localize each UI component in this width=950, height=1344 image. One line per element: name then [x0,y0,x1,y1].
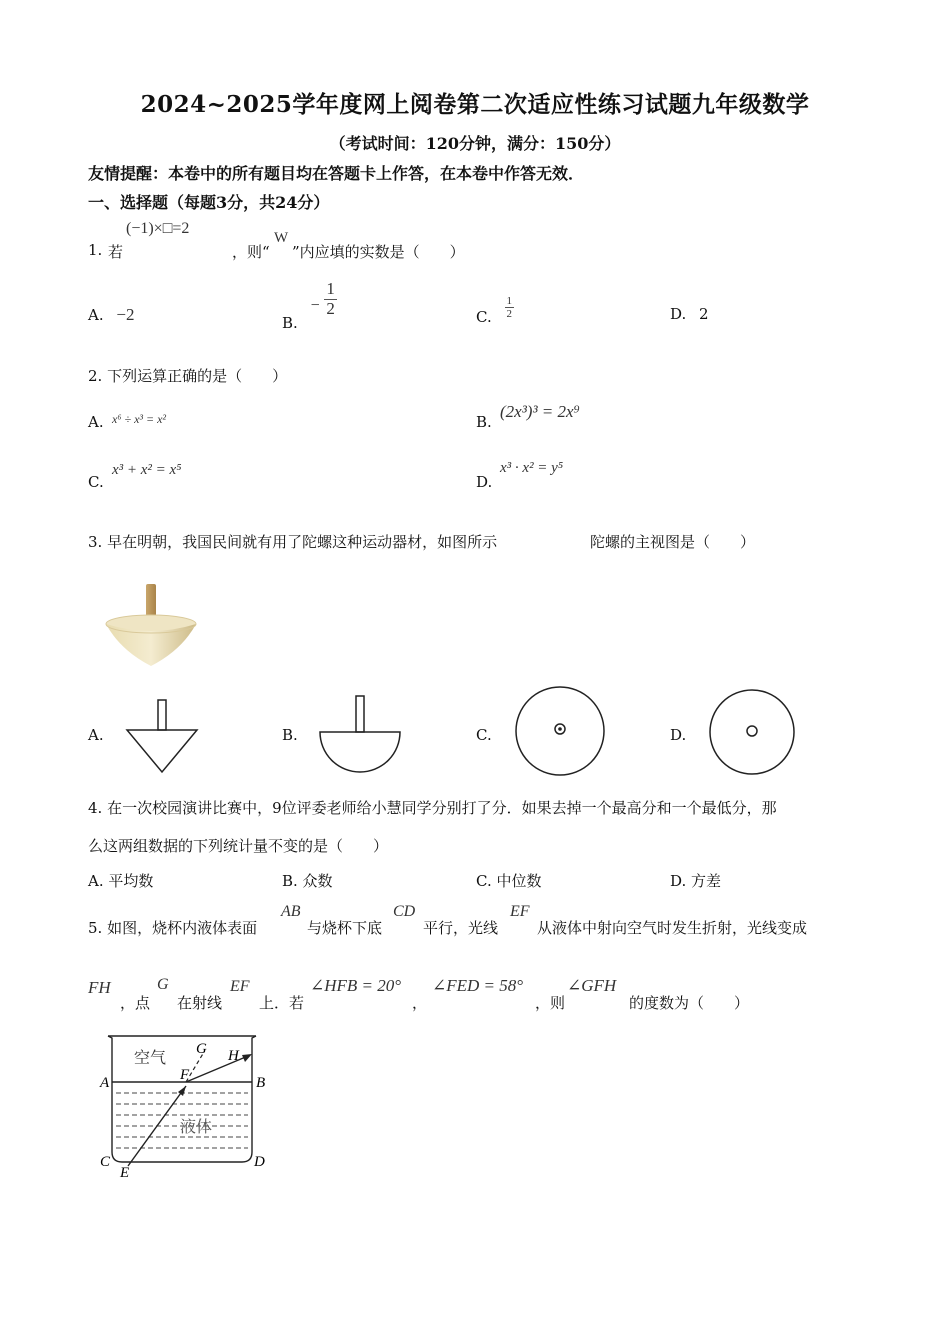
reminder: 友情提醒：本卷中的所有题目均在答题卡上作答，在本卷中作答无效． [88,164,585,183]
q3-option-a-figure [122,698,202,776]
q4-line-2: 么这两组数据的下列统计量不变的是（ ） [88,837,389,855]
q2-option-d-label: D. [476,473,493,491]
q5-text-6: 在射线 [177,994,223,1012]
option-fraction [324,280,337,318]
q4-option-a: A. 平均数 [88,872,154,890]
q5-segment-cd: CD [393,903,416,920]
fraction-denominator: 2 [326,298,335,318]
q5-angle-fed: ∠FED = 58° [432,976,524,995]
q5-comma: ， [412,994,428,1012]
label-air: 空气 [134,1050,167,1067]
exam-subtitle: （考试时间：120分钟，满分：150分） [329,134,621,153]
q2-option-b-expr: (2x³)³ = 2x⁹ [500,402,580,421]
q1-post: ”内应填的实数是（ ） [292,243,465,261]
q2-option-a-label: A. [88,413,104,431]
q1-symbol: W [274,230,289,246]
spinning-top-photo [100,580,210,670]
q2-option-c-label: C. [88,473,104,491]
q2-option-b-label: B. [476,413,492,431]
q5-text-3: 平行，光线 [423,919,499,937]
q5-ray-ef-2: EF [230,978,250,995]
q3-option-b-label: B. [282,726,298,744]
q5-text-2: 与烧杯下底 [307,919,383,937]
q5-angle-hfb: ∠HFB = 20° [310,976,402,995]
q5-text-1: 5. 如图，烧杯内液体表面 [88,919,258,937]
q4-line-1: 4. 在一次校园演讲比赛中，9位评委老师给小慧同学分别打了分．如果去掉一个最高分和一个最低分，那 [88,799,777,817]
label-point-c: C [100,1154,111,1170]
label-point-g: G [196,1041,207,1057]
q5-text-9: 的度数为（ ） [629,994,750,1012]
label-point-h: H [228,1048,239,1064]
q1-number: 1. [88,241,103,259]
q3-stem-b: 陀螺的主视图是（ ） [590,533,756,551]
q5-text-7: 上．若 [259,994,305,1012]
q3-stem-a: 3. 早在明朝，我国民间就有用了陀螺这种运动器材，如图所示 [88,533,498,551]
option-value: −2 [116,305,135,324]
option-label: D. [670,305,687,323]
fraction-denominator: 2 [506,308,512,321]
q3-option-c-label: C. [476,726,492,744]
fraction-numerator: 1 [506,295,512,307]
q4-option-d: D. 方差 [670,872,722,890]
option-label: A. [88,306,104,324]
q1-option-c [476,295,514,326]
label-point-d: D [254,1154,265,1170]
option-value: 2 [699,305,709,323]
q1-expression: (−1)×□=2 [126,220,190,237]
q1-option-d [670,305,709,323]
label-liquid: 液体 [180,1119,213,1136]
q4-option-c: C. 中位数 [476,872,542,890]
option-fraction [505,295,515,320]
label-point-b: B [256,1075,266,1091]
label-point-e: E [120,1165,130,1180]
q1-option-a [88,305,134,325]
option-label: B. [282,314,298,333]
q5-ray-fh: FH [88,978,111,997]
q1-option-b [282,279,337,333]
q5-ray-ef: EF [510,903,530,920]
section-heading: 一、选择题（每题3分，共24分） [88,193,330,212]
q2-option-d-expr: x³ · x² = y⁵ [500,460,564,476]
q5-point-g: G [157,976,169,993]
label-point-f: F [180,1067,190,1083]
q2-option-a-expr: x⁶ ÷ x³ = x² [112,412,167,426]
exam-title: 2024~2025学年度网上阅卷第二次适应性练习试题九年级数学 [140,91,810,118]
q2-option-c-expr: x³ + x² = x⁵ [112,462,182,478]
q3-option-d-label: D. [670,726,687,744]
beaker-diagram [96,1030,276,1180]
q4-option-b: B. 众数 [282,872,333,890]
q5-angle-gfh: ∠GFH [567,976,617,995]
q1-pre: 若 [108,243,124,261]
q1-mid: ，则“ [232,243,270,261]
q3-option-d-figure [706,688,798,778]
option-sign: − [310,297,320,315]
fraction-numerator: 1 [326,279,335,298]
q5-text-4: 从液体中射向空气时发生折射，光线变成 [537,919,808,937]
q5-text-5: ，点 [120,994,151,1012]
q2-stem: 2. 下列运算正确的是（ ） [88,367,288,385]
option-label: C. [476,307,492,326]
label-point-a: A [100,1075,110,1091]
q5-text-8: ，则 [535,994,566,1012]
q5-segment-ab: AB [281,903,301,920]
q3-option-a-label: A. [88,726,104,744]
q3-option-b-figure [316,694,404,774]
q3-option-c-figure [512,686,608,778]
